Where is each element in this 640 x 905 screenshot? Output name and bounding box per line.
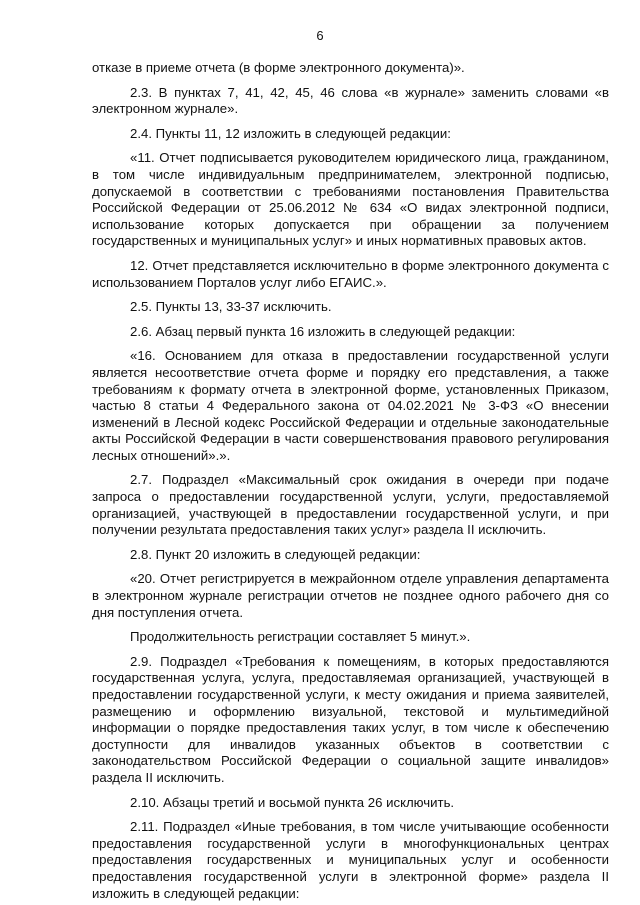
paragraph: «16. Основанием для отказа в предоставлении государственной услуги является несоответствие отчета форме и порядку его представления, а также требованиям к формату отчета в электронной форме, установленных Приказом, частью 8 статьи 4 Федерального закона от 04.02.2021 № 3-ФЗ «О внесении изменений в Лесной кодекс Российской Федерации и отдельные законодательные акты Российской Федерации в части совершенствования правового регулирования лесных отношений».». xyxy=(92,348,609,463)
document-body xyxy=(92,60,609,905)
paragraph: отказе в приеме отчета (в форме электронного документа)». xyxy=(92,60,465,75)
page-number: 6 xyxy=(316,28,324,43)
paragraph: «20. Отчет регистрируется в межрайонном отделе управления департамента в электронном журнале регистрации отчетов не позднее одного рабочего дня со дня поступления отчета. xyxy=(92,571,609,620)
paragraph: 2.6. Абзац первый пункта 16 изложить в следующей редакции: xyxy=(130,323,516,339)
paragraph: 2.10. Абзацы третий и восьмой пункта 26 исключить. xyxy=(130,794,455,810)
paragraph: Продолжительность регистрации составляет 5 минут.». xyxy=(130,629,471,645)
paragraph: 2.8. Пункт 20 изложить в следующей редакции: xyxy=(130,546,421,562)
paragraph: 2.9. Подраздел «Требования к помещениям, в которых предоставляются государственная услуга, услуга, предоставляемая организацией, участвующей в предоставлении государственной услуги, к месту ожидания и приема заявителей, размещению и оформлению визуальной, текстовой и мультимедийной информации о порядке предоставления таких услуг, в том числе к обеспечению доступности для инвалидов указанных объектов в соответствии с законодательством Российской Федерации о социальной защите инвалидов» раздела II исключить. xyxy=(92,653,609,785)
paragraph: 2.7. Подраздел «Максимальный срок ожидания в очереди при подаче запроса о предоставлении государственной услуги, услуги, предоставляемой организацией, участвующей в предоставлении государственной услуги, и при получении результата предоставления таких услуг» раздела II исключить. xyxy=(92,472,609,538)
paragraph: 2.4. Пункты 11, 12 изложить в следующей редакции: xyxy=(130,125,451,141)
paragraph: «11. Отчет подписывается руководителем юридического лица, гражданином, в том числе индивидуальным предпринимателем, электронной подписью, допускаемой в соответствии с требованиями постановления Правительства Российской Федерации от 25.06.2012 № 634 «О видах электронной подписи, использование которых допускается при обращении за получением государственных и муниципальных услуг» и иных нормативных правовых актов. xyxy=(92,150,609,249)
paragraph: 2.11. Подраздел «Иные требования, в том числе учитывающие особенности предоставления государственной услуги в многофункциональных центрах предоставления государственных и муниципальных услуг и особенности предоставления государственной услуги в электронной форме» раздела II изложить в следующей редакции: xyxy=(92,819,609,901)
paragraph: 2.5. Пункты 13, 33-37 исключить. xyxy=(130,299,332,315)
paragraph: 2.3. В пунктах 7, 41, 42, 45, 46 слова «в журнале» заменить словами «в электронном журнале». xyxy=(92,84,609,117)
paragraph: 12. Отчет представляется исключительно в форме электронного документа с использованием Порталов услуг либо ЕГАИС.». xyxy=(92,257,609,290)
